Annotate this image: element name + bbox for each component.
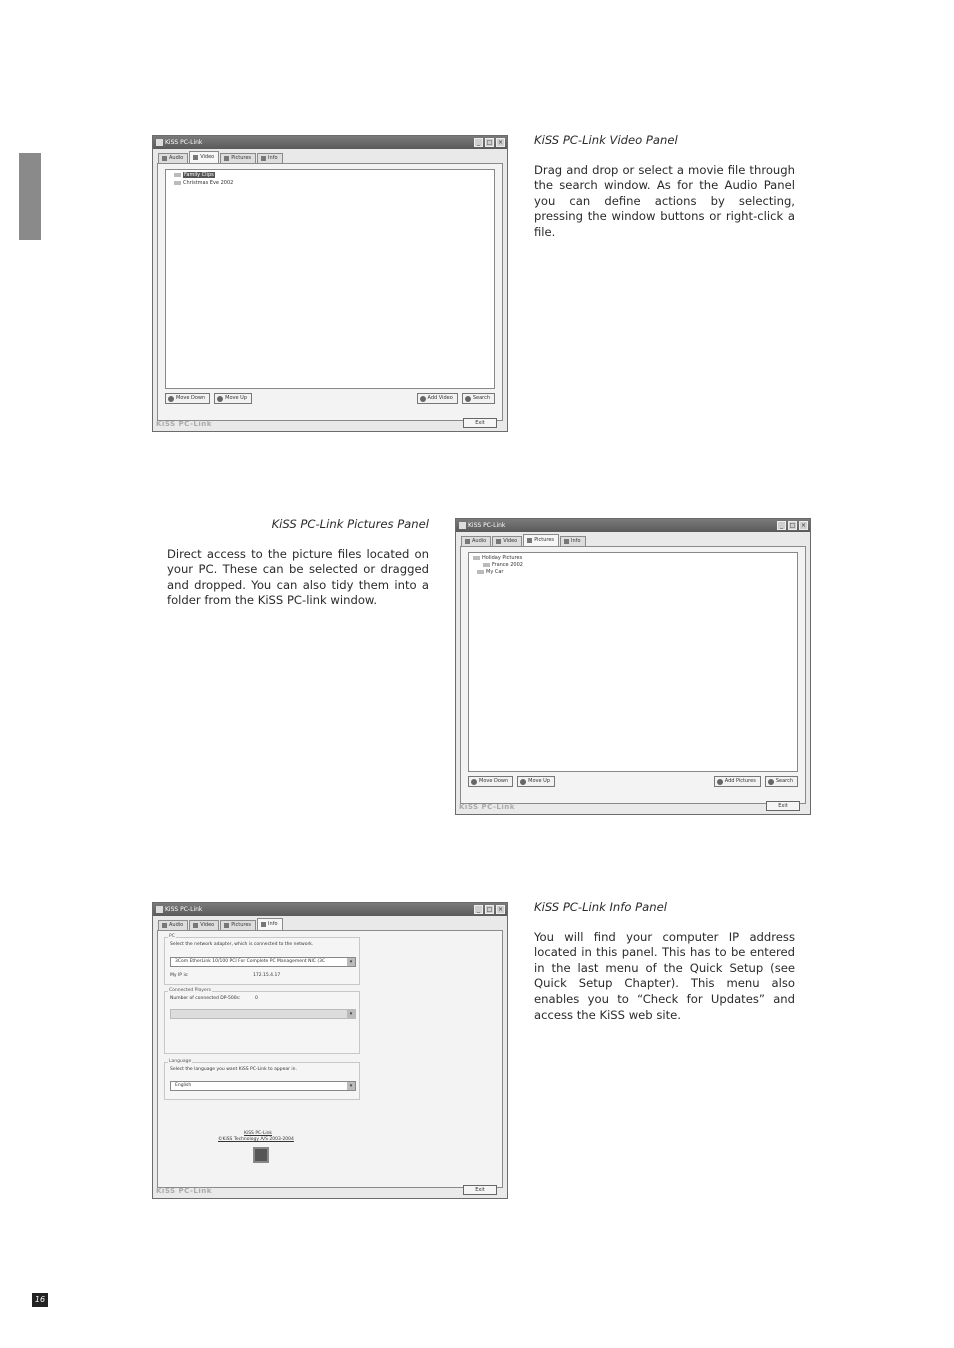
minimize-icon[interactable]: _ <box>474 138 483 147</box>
arrow-down-icon <box>168 396 174 402</box>
window-title: KiSS PC-Link <box>468 522 506 529</box>
caption-text: You will find your computer IP address located in this panel. This has to be entered in the last menu of the Quick Setup (see Quick Setup Chapter). This menu also enables you to “Check for Updates” and access the KiSS web site. <box>534 929 795 1022</box>
chevron-down-icon: ▾ <box>347 1082 355 1090</box>
window-title: KiSS PC-Link <box>165 139 203 146</box>
tab-audio[interactable]: Audio <box>461 536 491 546</box>
chevron-down-icon: ▾ <box>347 1010 355 1018</box>
add-video-button[interactable]: Add Video <box>417 393 458 404</box>
tab-pictures[interactable]: Pictures <box>220 920 256 930</box>
kiss-logo[interactable] <box>253 1147 269 1163</box>
pc-group <box>164 934 360 985</box>
app-icon <box>156 906 163 913</box>
players-select <box>170 1009 356 1019</box>
group-label: Connected Players <box>169 988 212 993</box>
film-icon <box>193 155 198 160</box>
tab-info[interactable]: Info <box>257 918 282 930</box>
window-title: KiSS PC-Link <box>165 906 203 913</box>
folder-icon <box>174 181 181 185</box>
app-icon <box>459 522 466 529</box>
language-group <box>164 1059 360 1100</box>
tab-pictures[interactable]: Pictures <box>220 153 256 163</box>
group-label: Language <box>169 1059 192 1064</box>
info-panel-window <box>152 902 508 1199</box>
file-tree[interactable] <box>468 552 798 772</box>
copyright-link[interactable]: ©KiSS Technology A/S 2003-2004 <box>218 1137 294 1142</box>
pc-instruction: Select the network adapter, which is connected to the network. <box>170 942 314 947</box>
tab-video[interactable]: Video <box>189 920 219 930</box>
close-icon[interactable]: × <box>800 522 807 529</box>
arrow-up-icon <box>520 779 526 785</box>
tree-item[interactable]: Family Clips <box>174 172 215 178</box>
minimize-icon[interactable]: _ <box>474 905 483 914</box>
caption-title: KiSS PC-Link Pictures Panel <box>271 517 429 531</box>
network-adapter-select[interactable]: 3Com EtherLink 10/100 PCI For Complete PC Management NIC (3C ▾ <box>170 957 356 967</box>
folder-icon <box>473 556 480 560</box>
players-count-label: Number of connected DP-500s: <box>170 996 241 1001</box>
picture-icon <box>224 156 229 161</box>
pictures-panel-window <box>455 518 811 815</box>
folder-icon <box>483 563 490 567</box>
video-caption <box>534 133 795 241</box>
group-label: PC <box>169 934 175 939</box>
info-icon <box>261 922 266 927</box>
arrow-down-icon <box>471 779 477 785</box>
move-down-button[interactable]: Move Down <box>468 776 513 787</box>
brand-label: KiSS PC-Link <box>156 1187 212 1195</box>
brand-label: KiSS PC-Link <box>459 803 515 811</box>
language-instruction: Select the language you want KiSS PC-Link to appear in. <box>170 1067 297 1072</box>
tree-item[interactable]: My Car <box>477 569 503 575</box>
maximize-icon[interactable]: □ <box>486 139 493 146</box>
file-tree[interactable] <box>165 169 495 389</box>
tree-item[interactable]: Christmas Eve 2002 <box>174 180 233 186</box>
chapter-edge-marker <box>19 153 41 240</box>
close-icon[interactable]: × <box>497 139 504 146</box>
caption-title: KiSS PC-Link Video Panel <box>534 133 678 147</box>
tab-audio[interactable]: Audio <box>158 920 188 930</box>
caption-text: Direct access to the picture files located on your PC. These can be selected or dragged and dropped. You can also tidy them into a folder from the KiSS PC-link window. <box>167 546 429 608</box>
move-up-button[interactable]: Move Up <box>214 393 252 404</box>
exit-button[interactable]: Exit <box>766 801 800 811</box>
pictures-caption <box>167 517 429 609</box>
note-icon <box>465 539 470 544</box>
search-icon <box>465 396 471 402</box>
arrow-up-icon <box>217 396 223 402</box>
film-icon <box>496 539 501 544</box>
brand-label: KiSS PC-Link <box>156 420 212 428</box>
info-caption <box>534 900 795 1023</box>
search-button[interactable]: Search <box>765 776 798 787</box>
language-select[interactable]: English ▾ <box>170 1081 356 1091</box>
info-icon <box>261 156 266 161</box>
connected-players-group <box>164 988 360 1054</box>
picture-icon <box>527 538 532 543</box>
tree-item[interactable]: France 2002 <box>483 562 523 568</box>
chevron-down-icon: ▾ <box>347 958 355 966</box>
close-icon[interactable]: × <box>497 906 504 913</box>
picture-icon <box>224 923 229 928</box>
search-icon <box>768 779 774 785</box>
exit-button[interactable]: Exit <box>463 1185 497 1195</box>
tree-item[interactable]: Holiday Pictures <box>473 555 522 561</box>
add-icon <box>420 396 426 402</box>
window-titlebar[interactable] <box>153 136 507 149</box>
app-icon <box>156 139 163 146</box>
tab-video[interactable]: Video <box>189 151 219 163</box>
move-up-button[interactable]: Move Up <box>517 776 555 787</box>
film-icon <box>193 923 198 928</box>
tab-info[interactable]: Info <box>257 153 282 163</box>
window-titlebar[interactable] <box>456 519 810 532</box>
tab-audio[interactable]: Audio <box>158 153 188 163</box>
caption-title: KiSS PC-Link Info Panel <box>534 900 667 914</box>
ip-value: 172.15.4.17 <box>253 973 281 978</box>
caption-text: Drag and drop or select a movie file through the search window. As for the Audio Panel you can define actions by selecting, pressing the window buttons or right-click a file. <box>534 162 795 239</box>
search-button[interactable]: Search <box>462 393 495 404</box>
note-icon <box>162 923 167 928</box>
maximize-icon[interactable]: □ <box>486 906 493 913</box>
window-titlebar[interactable] <box>153 903 507 916</box>
kiss-website-link[interactable]: KiSS PC-Link <box>244 1131 273 1136</box>
move-down-button[interactable]: Move Down <box>165 393 210 404</box>
minimize-icon[interactable]: _ <box>777 521 786 530</box>
players-count-value: 0 <box>255 996 258 1001</box>
video-panel-window <box>152 135 508 432</box>
maximize-icon[interactable]: □ <box>789 522 796 529</box>
ip-label: My IP is: <box>170 973 189 978</box>
folder-icon <box>477 570 484 574</box>
note-icon <box>162 156 167 161</box>
tab-info[interactable]: Info <box>560 536 585 546</box>
add-icon <box>717 779 723 785</box>
add-pictures-button[interactable]: Add Pictures <box>714 776 761 787</box>
exit-button[interactable]: Exit <box>463 418 497 428</box>
info-icon <box>564 539 569 544</box>
tab-video[interactable]: Video <box>492 536 522 546</box>
page-number: 16 <box>32 1293 48 1307</box>
tab-pictures[interactable]: Pictures <box>523 534 559 546</box>
folder-icon <box>174 173 181 177</box>
